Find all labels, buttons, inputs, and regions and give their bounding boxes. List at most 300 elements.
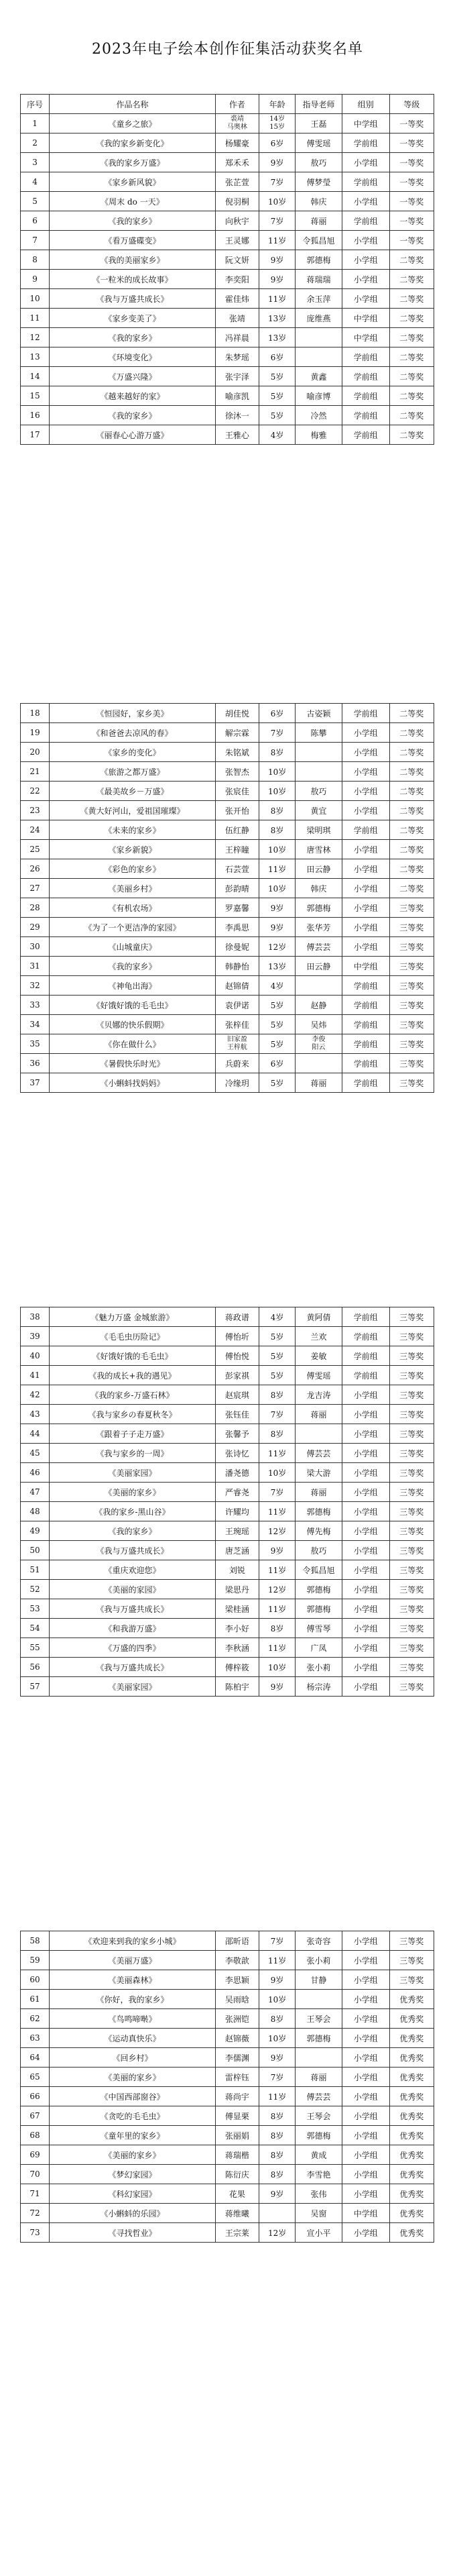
col-level: 优秀奖 [389, 2204, 434, 2223]
col-age: 8岁 [259, 801, 296, 820]
col-level: 三等奖 [389, 937, 434, 957]
col-number: 40 [21, 1346, 50, 1366]
col-group: 小学组 [342, 1521, 389, 1541]
col-teacher: 敖巧 [296, 1541, 342, 1560]
col-author: 袁伊诺 [215, 996, 259, 1015]
col-level: 二等奖 [389, 723, 434, 743]
col-teacher: 郭德梅 [296, 2126, 342, 2145]
col-title: 《旅游之都万盛》 [50, 762, 216, 782]
col-group: 中学组 [342, 309, 389, 328]
col-teacher: 宣小平 [296, 2223, 342, 2243]
col-teacher: 黄宜 [296, 801, 342, 820]
col-teacher: 龙吉涛 [296, 1385, 342, 1405]
col-group: 小学组 [342, 1658, 389, 1677]
col-group: 学前组 [342, 367, 389, 386]
col-age: 9岁 [259, 1541, 296, 1560]
col-age: 9岁 [259, 153, 296, 172]
col-age: 10岁 [259, 782, 296, 801]
col-teacher: 蒋瑞瑞 [296, 270, 342, 289]
col-teacher: 蒋丽 [296, 2068, 342, 2087]
col-author: 张芷萱 [215, 172, 259, 192]
col-level: 优秀奖 [389, 2048, 434, 2068]
col-age: 11岁 [259, 231, 296, 250]
col-title: 《家乡的变化》 [50, 743, 216, 762]
col-number: 52 [21, 1580, 50, 1599]
table-header-row [21, 95, 434, 114]
col-age: 10岁 [259, 1990, 296, 2009]
col-teacher [296, 347, 342, 367]
col-group: 小学组 [342, 1599, 389, 1619]
col-title: 《我的家乡》 [50, 211, 216, 231]
col-author: 张丽娟 [215, 2126, 259, 2145]
col-title: 《我与万盛共成长》 [50, 1658, 216, 1677]
col-age: 8岁 [259, 1619, 296, 1638]
col-group: 学前组 [342, 1307, 389, 1327]
col-title: 《科幻家园》 [50, 2184, 216, 2204]
col-level: 三等奖 [389, 1931, 434, 1951]
col-level: 优秀奖 [389, 2126, 434, 2145]
col-group: 学前组 [342, 1366, 389, 1385]
col-level: 三等奖 [389, 1444, 434, 1463]
col-level: 一等奖 [389, 231, 434, 250]
col-age: 9岁 [259, 2048, 296, 2068]
col-number: 1 [21, 114, 50, 133]
col-author: 李禹思 [215, 918, 259, 937]
col-age: 9岁 [259, 270, 296, 289]
col-group: 小学组 [342, 840, 389, 859]
col-author: 倪羽桐 [215, 192, 259, 211]
col-number: 45 [21, 1444, 50, 1463]
col-age: 8岁 [259, 2106, 296, 2126]
col-number: 9 [21, 270, 50, 289]
col-author: 李秋涵 [215, 1638, 259, 1658]
col-number: 14 [21, 367, 50, 386]
table-row [21, 1541, 434, 1560]
col-author: 李小好 [215, 1619, 259, 1638]
col-teacher: 田云静 [296, 859, 342, 879]
col-title: 《小蝌蚪的乐园》 [50, 2204, 216, 2223]
col-author: 蒋政谱 [215, 1307, 259, 1327]
col-age: 11岁 [259, 1951, 296, 1970]
col-number: 19 [21, 723, 50, 743]
col-teacher: 令狐昌旭 [296, 231, 342, 250]
col-level: 一等奖 [389, 211, 434, 231]
col-age: 10岁 [259, 879, 296, 898]
col-teacher: 梁大游 [296, 1463, 342, 1483]
col-title: 《越来越好的家》 [50, 386, 216, 406]
col-author: 彭家祺 [215, 1366, 259, 1385]
col-age: 11岁 [259, 1502, 296, 1521]
col-title: 《和我游万盛》 [50, 1619, 216, 1638]
col-group: 学前组 [342, 1327, 389, 1346]
col-number: 37 [21, 1073, 50, 1093]
col-group: 中学组 [342, 328, 389, 347]
table-row [21, 996, 434, 1015]
table-row [21, 114, 434, 133]
col-title: 《美丽乡村》 [50, 879, 216, 898]
col-title: 《回乡村》 [50, 2048, 216, 2068]
col-age: 5岁 [259, 367, 296, 386]
table-row [21, 1424, 434, 1444]
table-row [21, 782, 434, 801]
col-title: 《我的家乡新变化》 [50, 133, 216, 153]
col-age: 13岁 [259, 957, 296, 976]
col-title: 《运动真快乐》 [50, 2029, 216, 2048]
col-group: 中学组 [342, 2204, 389, 2223]
col-author: 胡佳悦 [215, 704, 259, 723]
col-author: 雷梓钰 [215, 2068, 259, 2087]
col-teacher [296, 976, 342, 996]
col-author: 蒋瑞楷 [215, 2145, 259, 2165]
col-age: 8岁 [259, 2145, 296, 2165]
col-teacher: 甘静 [296, 1970, 342, 1990]
col-level: 一等奖 [389, 114, 434, 133]
col-age: 12岁 [259, 2223, 296, 2243]
col-number: 30 [21, 937, 50, 957]
col-teacher: 黄阿倩 [296, 1307, 342, 1327]
col-number: 55 [21, 1638, 50, 1658]
col-title: 《一粒米的成长故事》 [50, 270, 216, 289]
table-row [21, 2204, 434, 2223]
table-row [21, 704, 434, 723]
col-number: 25 [21, 840, 50, 859]
col-author: 陈衍庆 [215, 2165, 259, 2184]
col-number: 65 [21, 2068, 50, 2087]
col-number: 48 [21, 1502, 50, 1521]
col-age: 6岁 [259, 347, 296, 367]
col-level: 二等奖 [389, 879, 434, 898]
table-row [21, 211, 434, 231]
col-number: 60 [21, 1970, 50, 1990]
col-number: 23 [21, 801, 50, 820]
col-title: 《环境变化》 [50, 347, 216, 367]
table-row [21, 425, 434, 445]
col-teacher: 敖巧 [296, 153, 342, 172]
col-level: 三等奖 [389, 898, 434, 918]
col-author: 王雅心 [215, 425, 259, 445]
col-group: 小学组 [342, 801, 389, 820]
table-row [21, 2029, 434, 2048]
col-group: 小学组 [342, 879, 389, 898]
col-title: 《美丽家园》 [50, 1463, 216, 1483]
col-level: 三等奖 [389, 1599, 434, 1619]
col-age: 9岁 [259, 1677, 296, 1697]
col-title: 《山城童庆》 [50, 937, 216, 957]
col-teacher: 王琴会 [296, 2106, 342, 2126]
table-row [21, 1990, 434, 2009]
col-age [259, 2204, 296, 2223]
col-level: 二等奖 [389, 782, 434, 801]
col-group: 小学组 [342, 918, 389, 937]
col-level: 三等奖 [389, 1385, 434, 1405]
table-row [21, 723, 434, 743]
col-title: 《梦幻家园》 [50, 2165, 216, 2184]
col-teacher: 蒋丽 [296, 1405, 342, 1424]
col-author: 蒋尚宇 [215, 2087, 259, 2106]
col-title: 《家乡新貌》 [50, 840, 216, 859]
table-row [21, 2068, 434, 2087]
table-row [21, 1931, 434, 1951]
col-number: 50 [21, 1541, 50, 1560]
col-level: 优秀奖 [389, 2106, 434, 2126]
col-teacher [296, 2048, 342, 2068]
table-row [21, 801, 434, 820]
col-group: 小学组 [342, 2184, 389, 2204]
col-group: 学前组 [342, 211, 389, 231]
col-author: 冷缘玥 [215, 1073, 259, 1093]
col-age: 11岁 [259, 1560, 296, 1580]
col-author: 潘尧德 [215, 1463, 259, 1483]
col-number: 35 [21, 1034, 50, 1054]
col-group: 学前组 [342, 172, 389, 192]
col-author: 旧家盈 王梓航 [215, 1034, 259, 1054]
col-age: 10岁 [259, 192, 296, 211]
table-row [21, 743, 434, 762]
awards-table-part-2 [20, 703, 434, 1093]
col-author: 徐沐一 [215, 406, 259, 425]
col-teacher: 姜敏 [296, 1346, 342, 1366]
col-number: 59 [21, 1951, 50, 1970]
col-group: 学前组 [342, 976, 389, 996]
col-level: 三等奖 [389, 1366, 434, 1385]
col-teacher: 傅芸芸 [296, 2087, 342, 2106]
col-author: 向秋宇 [215, 211, 259, 231]
col-level: 优秀奖 [389, 2087, 434, 2106]
col-title: 《我的家乡》 [50, 1521, 216, 1541]
header-col-teacher: 指导老师 [296, 95, 342, 114]
col-level: 三等奖 [389, 1521, 434, 1541]
col-number: 54 [21, 1619, 50, 1638]
table-row [21, 328, 434, 347]
col-age: 8岁 [259, 2009, 296, 2029]
col-group: 小学组 [342, 937, 389, 957]
col-teacher: 王磊 [296, 114, 342, 133]
table-row [21, 406, 434, 425]
col-level: 优秀奖 [389, 2009, 434, 2029]
col-title: 《童年里的家乡》 [50, 2126, 216, 2145]
col-author: 张宸佳 [215, 782, 259, 801]
col-title: 《寻找哲业》 [50, 2223, 216, 2243]
col-teacher: 梁明琪 [296, 820, 342, 840]
col-level: 三等奖 [389, 1424, 434, 1444]
col-group: 学前组 [342, 820, 389, 840]
col-title: 《我的家乡》 [50, 328, 216, 347]
col-teacher [296, 1054, 342, 1073]
col-author: 李思颖 [215, 1970, 259, 1990]
table-row [21, 1073, 434, 1093]
col-author: 赵宸琪 [215, 1385, 259, 1405]
col-title: 《最美故乡－万盛》 [50, 782, 216, 801]
col-number: 17 [21, 425, 50, 445]
col-title: 《看万盛碟变》 [50, 231, 216, 250]
table-row [21, 1307, 434, 1327]
table-row [21, 840, 434, 859]
table-row [21, 1444, 434, 1463]
col-number: 11 [21, 309, 50, 328]
col-title: 《暑假快乐时光》 [50, 1054, 216, 1073]
table-row [21, 1015, 434, 1034]
col-title: 《我的美丽家乡》 [50, 250, 216, 270]
col-number: 73 [21, 2223, 50, 2243]
col-age: 11岁 [259, 1599, 296, 1619]
col-teacher: 蒋丽 [296, 1073, 342, 1093]
col-teacher: 张小莉 [296, 1951, 342, 1970]
col-age: 10岁 [259, 762, 296, 782]
col-group: 小学组 [342, 1619, 389, 1638]
col-title: 《我与万盛共成长》 [50, 1541, 216, 1560]
col-level: 优秀奖 [389, 2029, 434, 2048]
col-group: 小学组 [342, 2048, 389, 2068]
header-col-number: 序号 [21, 95, 50, 114]
col-author: 朱梦瑶 [215, 347, 259, 367]
col-author: 张梓佳 [215, 1015, 259, 1034]
col-teacher: 傅雪琴 [296, 1619, 342, 1638]
col-number: 4 [21, 172, 50, 192]
col-title: 《好饿好饿的毛毛虫》 [50, 1346, 216, 1366]
col-number: 7 [21, 231, 50, 250]
table-row [21, 1034, 434, 1054]
col-author: 邵昕语 [215, 1931, 259, 1951]
col-level: 三等奖 [389, 1054, 434, 1073]
table-row [21, 1054, 434, 1073]
col-number: 67 [21, 2106, 50, 2126]
col-teacher: 张奇容 [296, 1931, 342, 1951]
col-author: 梁桂涵 [215, 1599, 259, 1619]
col-number: 22 [21, 782, 50, 801]
col-group: 小学组 [342, 1990, 389, 2009]
table-row [21, 820, 434, 840]
table-row [21, 762, 434, 782]
table-row [21, 1463, 434, 1483]
col-author: 蒋维曦 [215, 2204, 259, 2223]
col-teacher: 郭德梅 [296, 1580, 342, 1599]
col-number: 38 [21, 1307, 50, 1327]
col-age: 12岁 [259, 1580, 296, 1599]
table-row [21, 1405, 434, 1424]
col-number: 24 [21, 820, 50, 840]
col-group: 小学组 [342, 270, 389, 289]
col-author: 许耀均 [215, 1502, 259, 1521]
col-author: 张靖 [215, 309, 259, 328]
col-number: 61 [21, 1990, 50, 2009]
col-author: 冯祥晨 [215, 328, 259, 347]
col-age: 6岁 [259, 1054, 296, 1073]
col-teacher: 田云静 [296, 957, 342, 976]
col-teacher: 古姿颖 [296, 704, 342, 723]
col-teacher: 郭德梅 [296, 1599, 342, 1619]
col-author: 喻彦凯 [215, 386, 259, 406]
col-group: 小学组 [342, 1444, 389, 1463]
col-author: 徐曼妮 [215, 937, 259, 957]
col-level: 二等奖 [389, 386, 434, 406]
col-title: 《黄大好河山，爱祖国璀璨》 [50, 801, 216, 820]
col-author: 傅显栗 [215, 2106, 259, 2126]
col-author: 王琬瑶 [215, 1521, 259, 1541]
col-author: 韩静怡 [215, 957, 259, 976]
col-title: 《贝娜的快乐假期》 [50, 1015, 216, 1034]
table-row [21, 2048, 434, 2068]
col-group: 小学组 [342, 1951, 389, 1970]
col-number: 42 [21, 1385, 50, 1405]
col-level: 二等奖 [389, 328, 434, 347]
col-group: 小学组 [342, 743, 389, 762]
col-teacher: 李雪艳 [296, 2165, 342, 2184]
col-teacher: 唐雪林 [296, 840, 342, 859]
col-title: 《美丽的家乡》 [50, 2145, 216, 2165]
col-group: 学前组 [342, 1054, 389, 1073]
col-number: 21 [21, 762, 50, 782]
col-teacher: 李俊 阳云 [296, 1034, 342, 1054]
col-age: 5岁 [259, 996, 296, 1015]
col-age: 10岁 [259, 840, 296, 859]
col-level: 一等奖 [389, 133, 434, 153]
col-author: 傅怡悦 [215, 1346, 259, 1366]
col-level: 三等奖 [389, 1560, 434, 1580]
col-level: 三等奖 [389, 1015, 434, 1034]
col-title: 《魅力万盛 金城旅游》 [50, 1307, 216, 1327]
col-teacher: 韩庆 [296, 192, 342, 211]
col-number: 10 [21, 289, 50, 309]
col-author: 梁思丹 [215, 1580, 259, 1599]
col-group: 中学组 [342, 114, 389, 133]
col-group: 小学组 [342, 782, 389, 801]
col-title: 《美丽森林》 [50, 1970, 216, 1990]
table-row [21, 859, 434, 879]
col-age: 5岁 [259, 1073, 296, 1093]
col-title: 《未来的家乡》 [50, 820, 216, 840]
table-row [21, 289, 434, 309]
col-group: 小学组 [342, 2087, 389, 2106]
col-group: 小学组 [342, 1638, 389, 1658]
table-row [21, 879, 434, 898]
col-group: 小学组 [342, 1931, 389, 1951]
table-row [21, 231, 434, 250]
col-group: 小学组 [342, 1424, 389, 1444]
col-teacher: 郭德梅 [296, 250, 342, 270]
col-title: 《好饿好饿的毛毛虫》 [50, 996, 216, 1015]
col-title: 《中国西部窗谷》 [50, 2087, 216, 2106]
awards-table-part-3 [20, 1307, 434, 1697]
col-title: 《我与家乡の春夏秋冬》 [50, 1405, 216, 1424]
col-author: 彭韵晴 [215, 879, 259, 898]
col-group: 小学组 [342, 153, 389, 172]
col-age: 4岁 [259, 1307, 296, 1327]
col-title: 《美丽万盛》 [50, 1951, 216, 1970]
col-group: 小学组 [342, 1405, 389, 1424]
col-number: 66 [21, 2087, 50, 2106]
col-author: 伍红静 [215, 820, 259, 840]
col-title: 《小蝌蚪找妈妈》 [50, 1073, 216, 1093]
col-age: 11岁 [259, 859, 296, 879]
col-level: 优秀奖 [389, 2145, 434, 2165]
col-group: 学前组 [342, 133, 389, 153]
col-teacher [296, 1424, 342, 1444]
col-group: 小学组 [342, 1560, 389, 1580]
col-number: 62 [21, 2009, 50, 2029]
col-level: 二等奖 [389, 250, 434, 270]
col-number: 47 [21, 1483, 50, 1502]
col-level: 三等奖 [389, 1619, 434, 1638]
col-number: 53 [21, 1599, 50, 1619]
col-number: 56 [21, 1658, 50, 1677]
col-level: 二等奖 [389, 367, 434, 386]
table-row [21, 192, 434, 211]
col-level: 二等奖 [389, 406, 434, 425]
col-level: 优秀奖 [389, 2184, 434, 2204]
col-number: 20 [21, 743, 50, 762]
col-level: 二等奖 [389, 859, 434, 879]
col-teacher: 令狐昌旭 [296, 1560, 342, 1580]
